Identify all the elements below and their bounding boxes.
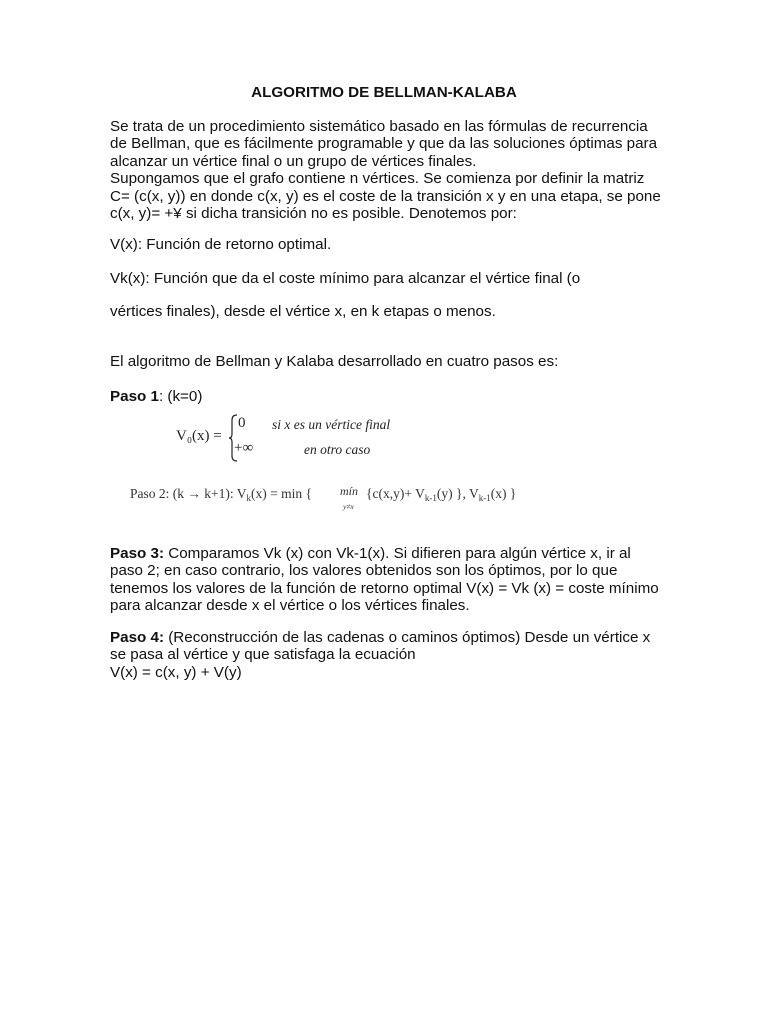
paso2-sub-k1b: k-1 bbox=[478, 493, 491, 503]
paso2-main bbox=[130, 485, 312, 507]
paso4-intro bbox=[110, 629, 665, 664]
paso4-equation: V(x) = c(x, y) + V(y) bbox=[110, 663, 242, 681]
matrix-paragraph: Supongamos que el grafo contiene n vértices. Se comienza por definir la matriz C= (c(x, y)) en donde c(x, y) es el coste de la transición x y en una etapa, se pone c(x, y)= +¥ si dicha transición no es posible. Denotemos por: bbox=[110, 170, 661, 223]
intro-section bbox=[110, 118, 665, 222]
document-title: ALGORITMO DE BELLMAN-KALABA bbox=[251, 84, 517, 101]
paso4-text: (Reconstrucción de las cadenas o caminos óptimos) Desde un vértice x se pasa al vértice y que satisfaga la ecuación bbox=[110, 629, 651, 664]
paso1-label: Paso 1 bbox=[110, 388, 159, 405]
eq0-case1-cond: si x es un vértice final bbox=[272, 417, 391, 432]
paso2-equation bbox=[130, 484, 550, 510]
paso2-min-subscript: y≠x bbox=[343, 502, 354, 511]
paso3-label: Paso 3: bbox=[110, 545, 165, 562]
paso1-text: : (k=0) bbox=[158, 388, 203, 405]
paso2-rest-c: (x) } bbox=[490, 486, 517, 501]
algorithm-intro: El algoritmo de Bellman y Kalaba desarrollado en cuatro pasos es: bbox=[110, 353, 559, 370]
paso2-sub-k: k bbox=[246, 493, 251, 503]
def-vk-line1: Vk(x): Función que da el coste mínimo para alcanzar el vértice final (o bbox=[110, 270, 581, 287]
def-v: V(x): Función de retorno optimal. bbox=[110, 236, 332, 253]
paso2-rest-b: (y) }, V bbox=[436, 486, 479, 501]
paso2-rest bbox=[366, 485, 516, 507]
paso2-sub-k1: k-1 bbox=[424, 493, 437, 503]
eq0-case1-value: 0 bbox=[238, 415, 246, 431]
def-vk-line2: vértices finales), desde el vértice x, en k etapas o menos. bbox=[110, 303, 496, 320]
paso2-prefix: Paso 2: (k → k+1): V bbox=[130, 486, 247, 501]
paso2-mid: (x) = min { bbox=[251, 486, 312, 501]
eq0-case2-cond: en otro caso bbox=[304, 442, 371, 457]
paso3-text: Comparamos Vk (x) con Vk-1(x). Si difieren para algún vértice x, ir al paso 2; en caso contrario, los valores obtenidos son los óptimos, por lo que tenemos los valores de la función de retorno optimal V(x) = Vk (x) = coste mínimo para alcanzar desde x el vértice o los vértices finales. bbox=[110, 545, 659, 615]
eq0-case2-value: +∞ bbox=[234, 440, 254, 456]
paso3-paragraph bbox=[110, 545, 665, 615]
paso4-label: Paso 4: bbox=[110, 629, 165, 646]
paso2-rest-a: {c(x,y)+ V bbox=[366, 486, 425, 501]
eq0-lhs: V₀(x) = bbox=[176, 428, 222, 444]
equation-v0 bbox=[176, 412, 436, 464]
intro-paragraph: Se trata de un procedimiento sistemático basado en las fórmulas de recurrencia de Bellman, que es fácilmente programable y que da las soluciones óptimas para alcanzar un vértice final o un grupo de vértices finales. bbox=[110, 118, 658, 170]
paso2-min-operator: mín bbox=[340, 484, 358, 498]
paso1-line bbox=[110, 388, 665, 405]
paso4-paragraph bbox=[110, 629, 665, 681]
